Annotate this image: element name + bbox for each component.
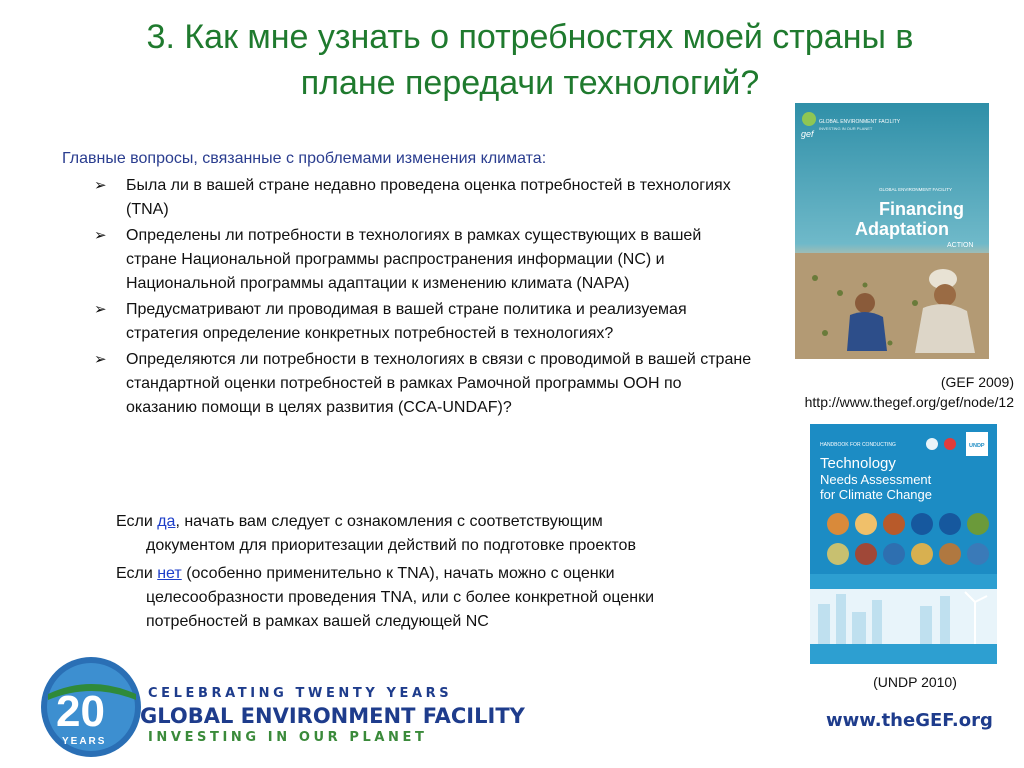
cover1-band: GLOBAL ENVIRONMENT FACILITY (879, 187, 953, 192)
cover1-title-line2: Adaptation (855, 219, 949, 239)
yes-link[interactable]: да (157, 513, 176, 530)
svg-text:gef: gef (801, 129, 814, 139)
page-title (60, 14, 1000, 106)
bullet-text: Определяются ли потребности в технологиях в связи с проводимой в вашей стране стандартной оценки потребностей в рамках Рамочной программы ООН по оказанию помощи в целях развития (CCA-UNDAF)? (126, 351, 752, 416)
unep-logo-icon (944, 438, 956, 450)
list-item (62, 224, 752, 296)
if-yes-prefix: Если (116, 513, 158, 530)
bullet-list (62, 174, 752, 420)
list-item (62, 298, 752, 346)
cover1-org: GLOBAL ENVIRONMENT FACILITY (819, 119, 901, 125)
logo-years: YEARS (62, 736, 107, 747)
arrow-bullet-icon: ➢ (94, 227, 107, 244)
list-item (62, 174, 752, 222)
cover2-title-line3: for Climate Change (820, 487, 932, 502)
cover2-title-line1: Technology (820, 455, 896, 472)
list-item (62, 348, 752, 420)
footer-org: GLOBAL ENVIRONMENT FACILITY (140, 704, 525, 728)
bullet-text: Была ли в вашей стране недавно проведена оценка потребностей в технологиях (TNA) (126, 177, 731, 218)
if-no-text: (особенно применительно к TNA), начать можно с оценки (181, 565, 615, 582)
no-link[interactable]: нет (157, 565, 182, 582)
cover2-title-line2: Needs Assessment (820, 472, 932, 487)
cover2-handbook: HANDBOOK FOR CONDUCTING (820, 442, 896, 448)
financing-adaptation-cover (795, 103, 989, 359)
cover1-org-sub: INVESTING IN OUR PLANET (819, 126, 873, 131)
cover-photo-image (795, 103, 989, 359)
gef-20-years-logo (36, 654, 146, 760)
intro-text: Главные вопросы, связанные с проблемами изменения климата: (62, 150, 547, 167)
if-yes-text: , начать вам следует с ознакомления с соответствующим (175, 513, 603, 530)
title-line-1: 3. Как мне узнать о потребностях моей страны в (146, 18, 914, 56)
main-content (62, 150, 752, 422)
arrow-bullet-icon: ➢ (94, 177, 107, 194)
footer-tagline: INVESTING IN OUR PLANET (148, 730, 428, 745)
if-yes-paragraph (116, 510, 736, 558)
title-line-2: плане передачи технологий? (300, 64, 760, 102)
bullet-text: Определены ли потребности в технологиях в рамках существующих в вашей стране Национальной программы распространения информации (NC) и Национальной программы адаптации к изменению климата (NAPA) (126, 227, 702, 292)
tna-cover-art-image (810, 424, 997, 664)
cover1-title-line1: Financing (879, 199, 964, 219)
caption-gef-year: (GEF 2009) (940, 374, 1014, 390)
logo-number: 20 (56, 687, 105, 736)
cover1-title-line3: ACTION (947, 242, 974, 249)
bullet-text: Предусматривают ли проводимая в вашей стране политика и реализуемая стратегия определение конкретных потребностей в технологиях? (126, 301, 687, 342)
arrow-bullet-icon: ➢ (94, 301, 107, 318)
caption-undp: (UNDP 2010) (873, 674, 957, 690)
if-no-paragraph (116, 562, 736, 634)
if-no-prefix: Если (116, 565, 158, 582)
arrow-bullet-icon: ➢ (94, 351, 107, 368)
caption-gef-url: http://www.thegef.org/gef/node/12 (804, 394, 1014, 410)
footer-celebrating: CELEBRATING TWENTY YEARS (148, 686, 453, 701)
if-yes-continuation: документом для приоритезации действий по подготовке проектов (146, 537, 636, 554)
un-logo-icon (926, 438, 938, 450)
footer-url: www.theGEF.org (826, 710, 993, 731)
cover2-undp: UNDP (969, 443, 985, 449)
if-no-continuation: целесообразности проведения TNA, или с более конкретной оценки потребностей в рамках вашей следующей NC (146, 589, 655, 630)
tna-handbook-cover (810, 424, 997, 664)
